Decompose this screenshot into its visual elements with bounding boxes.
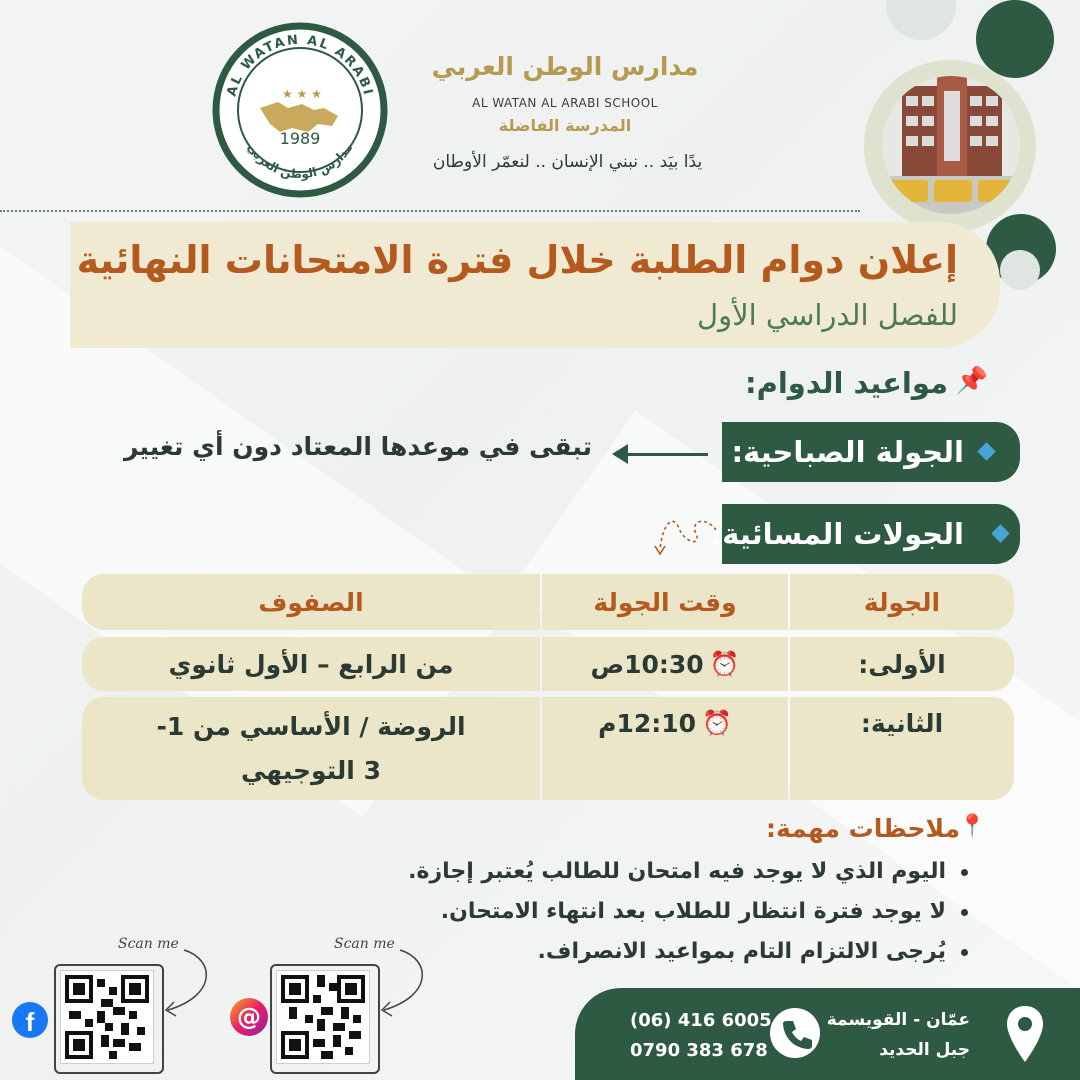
school-tagline: المدرسة الفاضلة xyxy=(498,116,632,135)
school-slogan: يدًا بيَد .. نبني الإنسان .. لنعمّر الأوطان xyxy=(432,152,703,172)
qr-pattern xyxy=(65,975,149,1059)
phone-number-1[interactable]: (06) 416 6005 xyxy=(630,1010,772,1031)
morning-round-label: الجولة الصباحية: xyxy=(731,435,964,469)
time-value: 12:10م xyxy=(598,709,697,738)
qr-code-facebook[interactable] xyxy=(60,970,154,1064)
school-name-ar: مدارس الوطن العربي xyxy=(431,52,699,81)
evening-rounds-label: الجولات المسائية: xyxy=(710,517,964,551)
scan-me-label: Scan me xyxy=(334,936,395,952)
schedule-heading: مواعيد الدوام: xyxy=(745,366,948,400)
curved-arrow-icon xyxy=(160,946,220,1020)
curved-arrow-icon xyxy=(376,946,436,1020)
pushpin-icon: 📌 xyxy=(955,366,988,396)
logo-ring-text: AL WATAN AL ARABI xyxy=(224,32,376,99)
school-building-photo xyxy=(882,76,1020,214)
note-item: يُرجى الالتزام التام بمواعيد الانصراف. xyxy=(270,932,970,972)
decor-circle xyxy=(886,0,956,40)
logo-year: 1989 xyxy=(279,129,321,148)
decor-circle xyxy=(1000,250,1040,290)
phone-icon xyxy=(770,1008,820,1058)
instagram-icon[interactable]: @ xyxy=(230,998,268,1036)
note-item: اليوم الذي لا يوجد فيه امتحان للطالب يُعتبر إجازة. xyxy=(270,852,970,892)
qr-code-instagram[interactable] xyxy=(276,970,370,1064)
table-cell-round: الأولى: xyxy=(790,637,1014,691)
dashed-arrow-icon xyxy=(650,516,720,560)
notes-list xyxy=(270,852,970,972)
address-line-2: جبل الحديد xyxy=(879,1040,970,1060)
announcement-subtitle: للفصل الدراسي الأول xyxy=(697,298,958,332)
table-cell-grades: الروضة / الأساسي من 1-3 التوجيهي xyxy=(82,697,540,800)
arrow-left-icon xyxy=(612,444,628,464)
logo-bottom-text: مدارس الوطن العربي xyxy=(244,140,356,182)
decor-circle xyxy=(976,0,1054,78)
table-header-round: الجولة xyxy=(790,574,1014,630)
facebook-icon[interactable]: f xyxy=(12,1002,48,1038)
table-cell-grades: من الرابع – الأول ثانوي xyxy=(82,637,540,691)
alarm-clock-icon: ⏰ xyxy=(709,650,740,678)
phone-number-2[interactable]: 0790 383 678 xyxy=(630,1040,768,1061)
building-illustration xyxy=(882,76,1020,214)
announcement-title: إعلان دوام الطلبة خلال فترة الامتحانات النهائية xyxy=(76,238,958,282)
table-cell-time xyxy=(542,637,788,691)
divider xyxy=(0,210,860,212)
school-name-en: AL WATAN AL ARABI SCHOOL xyxy=(472,96,658,110)
map-pin-icon: 📍 xyxy=(958,814,986,839)
location-icon xyxy=(1004,1004,1046,1066)
note-item: لا يوجد فترة انتظار للطلاب بعد انتهاء الامتحان. xyxy=(270,892,970,932)
morning-round-pill xyxy=(722,422,1020,482)
alarm-clock-icon: ⏰ xyxy=(702,709,732,737)
table-cell-time xyxy=(542,697,788,800)
scan-me-label: Scan me xyxy=(118,936,179,952)
logo-stars: ★ ★ ★ xyxy=(282,87,322,101)
table-header-grades: الصفوف xyxy=(82,574,540,630)
time-value: 10:30ص xyxy=(590,649,704,679)
school-logo xyxy=(212,22,388,198)
table-cell-round: الثانية: xyxy=(790,697,1014,800)
qr-pattern xyxy=(281,975,365,1059)
evening-rounds-pill xyxy=(710,504,1020,564)
notes-heading: ملاحظات مهمة: xyxy=(766,814,960,843)
morning-round-text: تبقى في موعدها المعتاد دون أي تغيير xyxy=(123,432,592,461)
address-line-1: عمّان - القويسمة xyxy=(826,1010,970,1030)
arrow-line xyxy=(616,453,708,456)
table-header-time: وقت الجولة xyxy=(542,574,788,630)
